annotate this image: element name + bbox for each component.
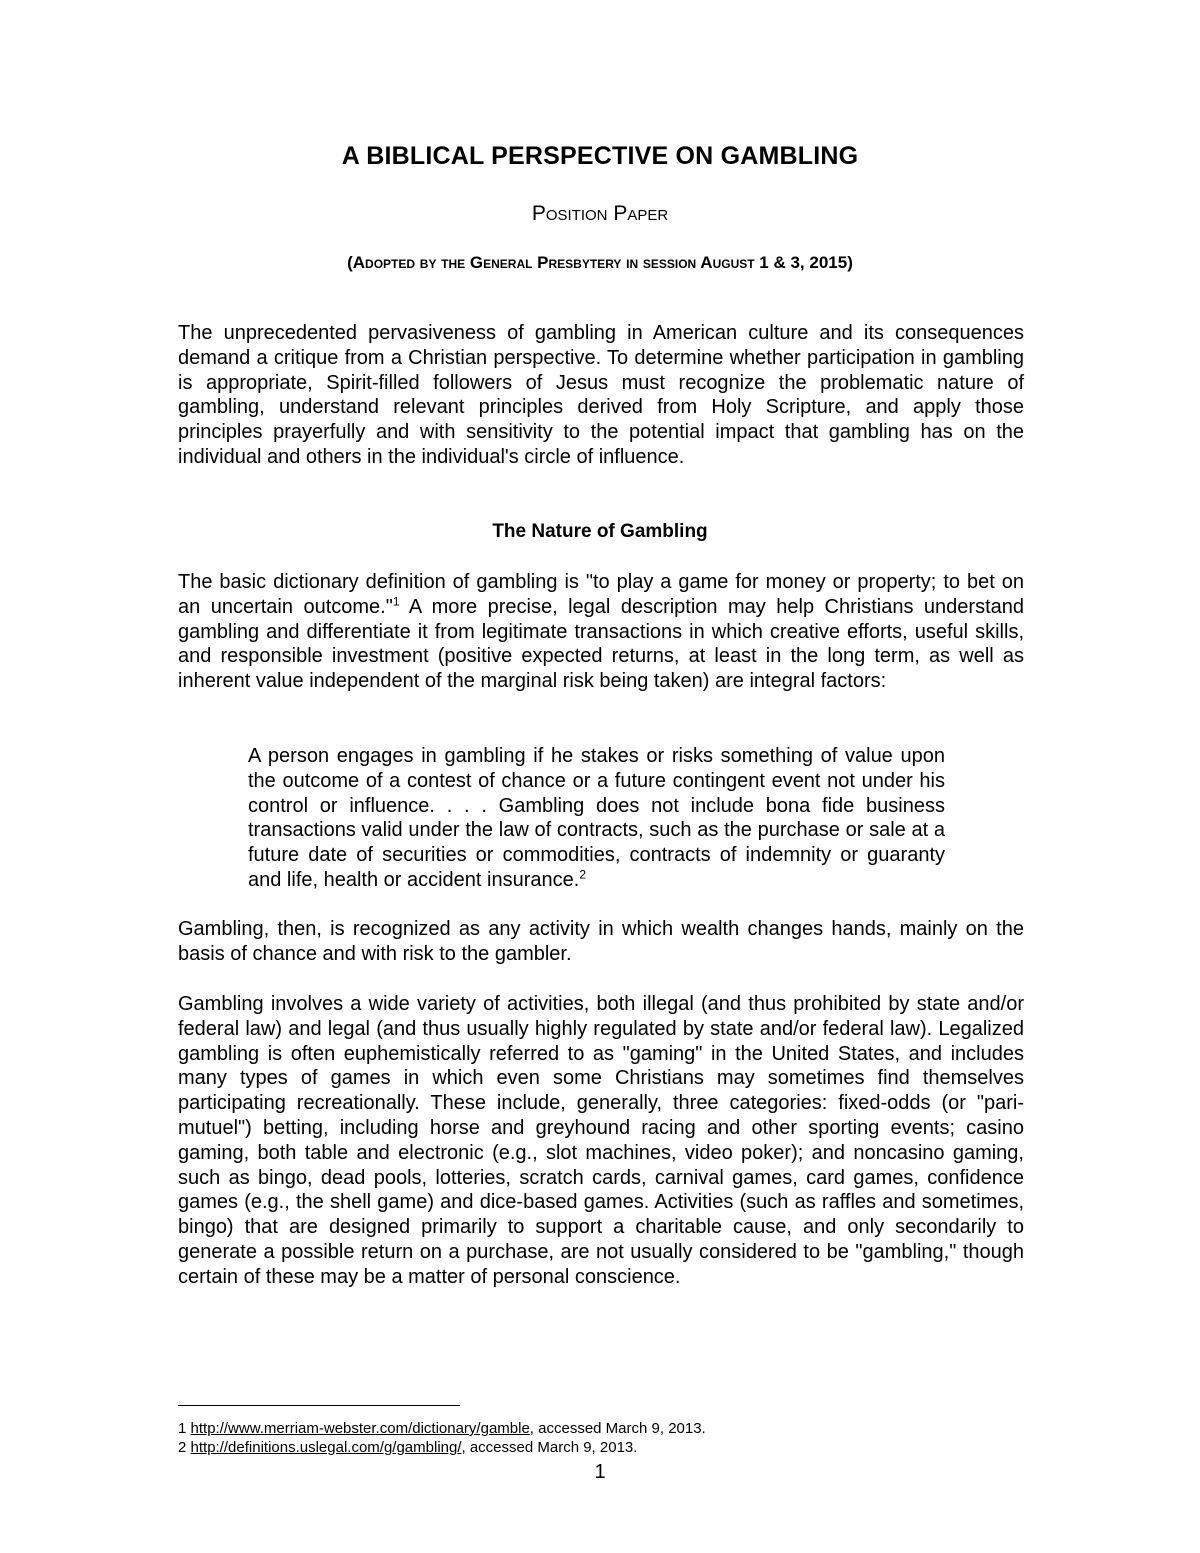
summary-paragraph: Gambling, then, is recognized as any activity in which wealth changes hands, mainly on the basis of chance and with risk to the gambler.	[178, 918, 1024, 965]
adoption-note: (Adopted by the General Presbytery in session August 1 & 3, 2015)	[347, 253, 853, 272]
definition-text-end: A more precise, legal description may help Christians understand gambling and differentiate it from legitimate transactions in which creative efforts, useful skills, and responsible investment (positive expected returns, at least in the long term, as well as inherent value independent of the marginal risk being taken) are integral factors:	[178, 595, 1025, 693]
page-number: 1	[594, 1461, 606, 1483]
document-subtitle: Position Paper	[531, 202, 669, 225]
footnote-1-suffix: , accessed March 9, 2013.	[529, 1420, 706, 1437]
block-quote-text: A person engages in gambling if he stakes or risks something of value upon the outcome of a contest of chance or a future contingent event not under his control or influence. . . . Gambling does not include bona fide business transactions valid under the law of contracts, such as the purchase or sale at a future date of securities or commodities, contracts of indemnity or guaranty and life, health or accident insurance.	[248, 745, 945, 891]
footnote-2	[178, 1439, 637, 1457]
block-quote	[248, 744, 945, 893]
footnote-ref-2: 2	[579, 867, 587, 882]
footnote-divider	[178, 1405, 460, 1406]
footnote-ref-1: 1	[392, 594, 400, 609]
footnote-2-link[interactable]: http://definitions.uslegal.com/g/gambling/,	[190, 1439, 466, 1456]
definition-text-start: The basic dictionary definition of gambling is "to play a game for money or property; to bet on an uncertain outcome."	[178, 571, 1024, 618]
intro-paragraph: The unprecedented pervasiveness of gambling in American culture and its consequences demand a critique from a Christian perspective. To determine whether participation in gambling is appropriate, Spirit-filled followers of Jesus must recognize the problematic nature of gambling, understand relevant principles derived from Holy Scripture, and apply those principles prayerfully and with sensitivity to the potential impact that gambling has on the individual and others in the individual's circle of influence.	[178, 322, 1024, 468]
footnote-1	[178, 1420, 706, 1438]
section-heading: The Nature of Gambling	[492, 521, 708, 542]
activities-paragraph: Gambling involves a wide variety of activities, both illegal (and thus prohibited by state and/or federal law) and legal (and thus usually highly regulated by state and/or federal law). Legalized gambling is often euphemistically referred to as "gaming" in the United States, and includes many types of games in which even some Christians may sometimes find themselves participating recreationally. These include, generally, three categories: fixed-odds (or "pari-mutuel") betting, including horse and greyhound racing and other sporting events; casino gaming, both table and electronic (e.g., slot machines, video poker); and noncasino gaming, such as bingo, dead pools, lotteries, scratch cards, carnival games, card games, confidence games (e.g., the shell game) and dice-based games. Activities (such as raffles and sometimes, bingo) that are designed primarily to support a charitable cause, and only secondarily to generate a possible return on a purchase, are not usually considered to be "gambling," though certain of these may be a matter of personal conscience.	[178, 993, 1024, 1288]
definition-paragraph	[178, 570, 1024, 694]
footnote-2-suffix: accessed March 9, 2013.	[465, 1439, 638, 1456]
footnote-2-number: 2	[178, 1439, 187, 1456]
document-title: A BIBLICAL PERSPECTIVE ON GAMBLING	[341, 142, 859, 170]
footnote-1-link[interactable]: http://www.merriam-webster.com/dictionary/gamble	[190, 1420, 530, 1437]
footnote-1-number: 1	[178, 1420, 187, 1437]
